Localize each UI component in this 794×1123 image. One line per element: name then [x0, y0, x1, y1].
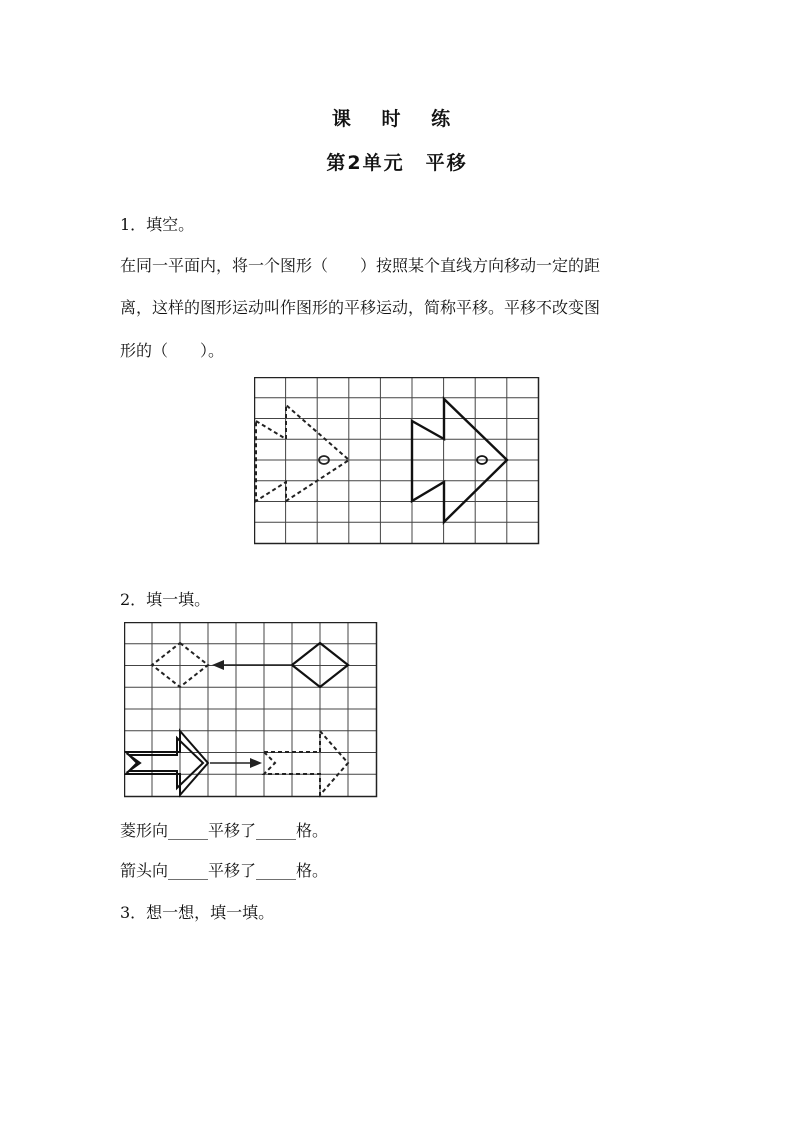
question-1-line-3: 形的（ ）。	[120, 341, 225, 360]
grid-lines	[254, 377, 538, 543]
solid-arrow-original	[126, 731, 208, 795]
arrow-move-arrowhead-icon	[250, 758, 262, 768]
grid-lines	[124, 622, 376, 796]
dashed-fish-original	[256, 405, 349, 501]
question-1-line-1: 在同一平面内，将一个图形（ ）按照某个直线方向移动一定的距	[120, 256, 601, 275]
unit-subtitle: 第2单元 平移	[326, 152, 468, 174]
fish-translation-figure	[254, 377, 540, 545]
dashed-arrow-translated	[264, 731, 348, 795]
question-1-heading: 1．填空。	[120, 215, 195, 234]
question-3-heading: 3．想一想，填一填。	[120, 903, 275, 922]
page-title: 课 时 练	[331, 108, 463, 130]
rhombus-answer-line: 菱形向_____平移了_____格。	[120, 821, 329, 840]
rhombus-move-arrowhead-icon	[212, 660, 224, 670]
rhombus-arrow-translation-figure	[124, 622, 378, 798]
question-1-line-2: 离，这样的图形运动叫作图形的平移运动，简称平移。平移不改变图	[120, 298, 601, 317]
question-2-heading: 2．填一填。	[120, 590, 211, 609]
arrow-answer-line: 箭头向_____平移了_____格。	[120, 861, 329, 880]
